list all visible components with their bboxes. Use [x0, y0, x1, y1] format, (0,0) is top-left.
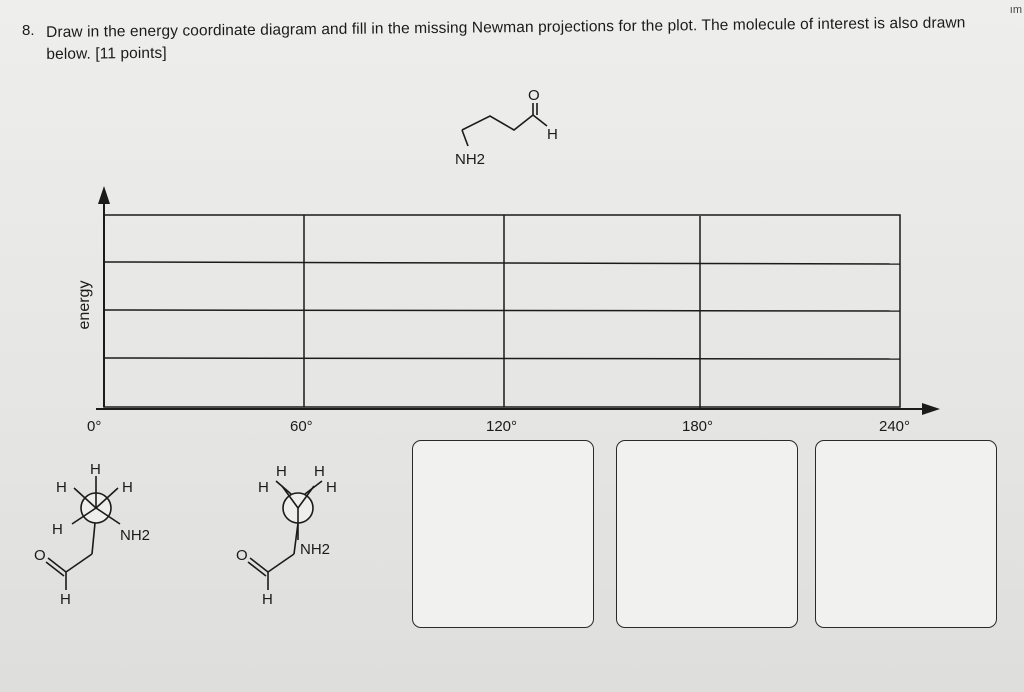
x-tick-0: 0°	[87, 418, 102, 435]
question-text: Draw in the energy coordinate diagram and fill in the missing Newman projections for the plot. The molecule of interest is also drawn below. [11 points]	[46, 14, 966, 63]
newman60-back-h-1: H	[276, 463, 287, 480]
answer-box-240[interactable]	[815, 440, 997, 628]
newman0-oxygen: O	[34, 547, 46, 564]
newman60-right-h: H	[326, 479, 337, 496]
newman60-oxygen: O	[236, 547, 248, 564]
x-tick-60: 60°	[290, 418, 313, 435]
molecule-hydrogen: H	[547, 126, 558, 143]
newman0-left-top-h: H	[56, 479, 67, 496]
x-tick-180: 180°	[682, 418, 714, 435]
newman0-front-top-h: H	[90, 461, 101, 478]
molecule-oxygen: O	[528, 87, 540, 104]
answer-box-180[interactable]	[616, 440, 798, 628]
newman0-left-bottom-h: H	[52, 521, 63, 538]
newman60-nh2: NH2	[300, 541, 331, 558]
newman0-right-top-h: H	[122, 479, 133, 496]
page-corner-fragment: ım	[1009, 4, 1022, 16]
x-tick-240: 240°	[879, 418, 911, 435]
newman60-left-h: H	[258, 479, 269, 496]
x-tick-120: 120°	[486, 418, 518, 435]
question-number: 8.	[22, 22, 35, 39]
answer-box-120[interactable]	[412, 440, 594, 628]
newman60-back-h-2: H	[314, 463, 325, 480]
newman0-nh2: NH2	[120, 527, 151, 544]
newman0-aldehyde-h: H	[60, 591, 71, 608]
y-axis-label: energy	[76, 280, 93, 330]
molecule-amine: NH2	[455, 151, 486, 168]
newman60-aldehyde-h: H	[262, 591, 273, 608]
